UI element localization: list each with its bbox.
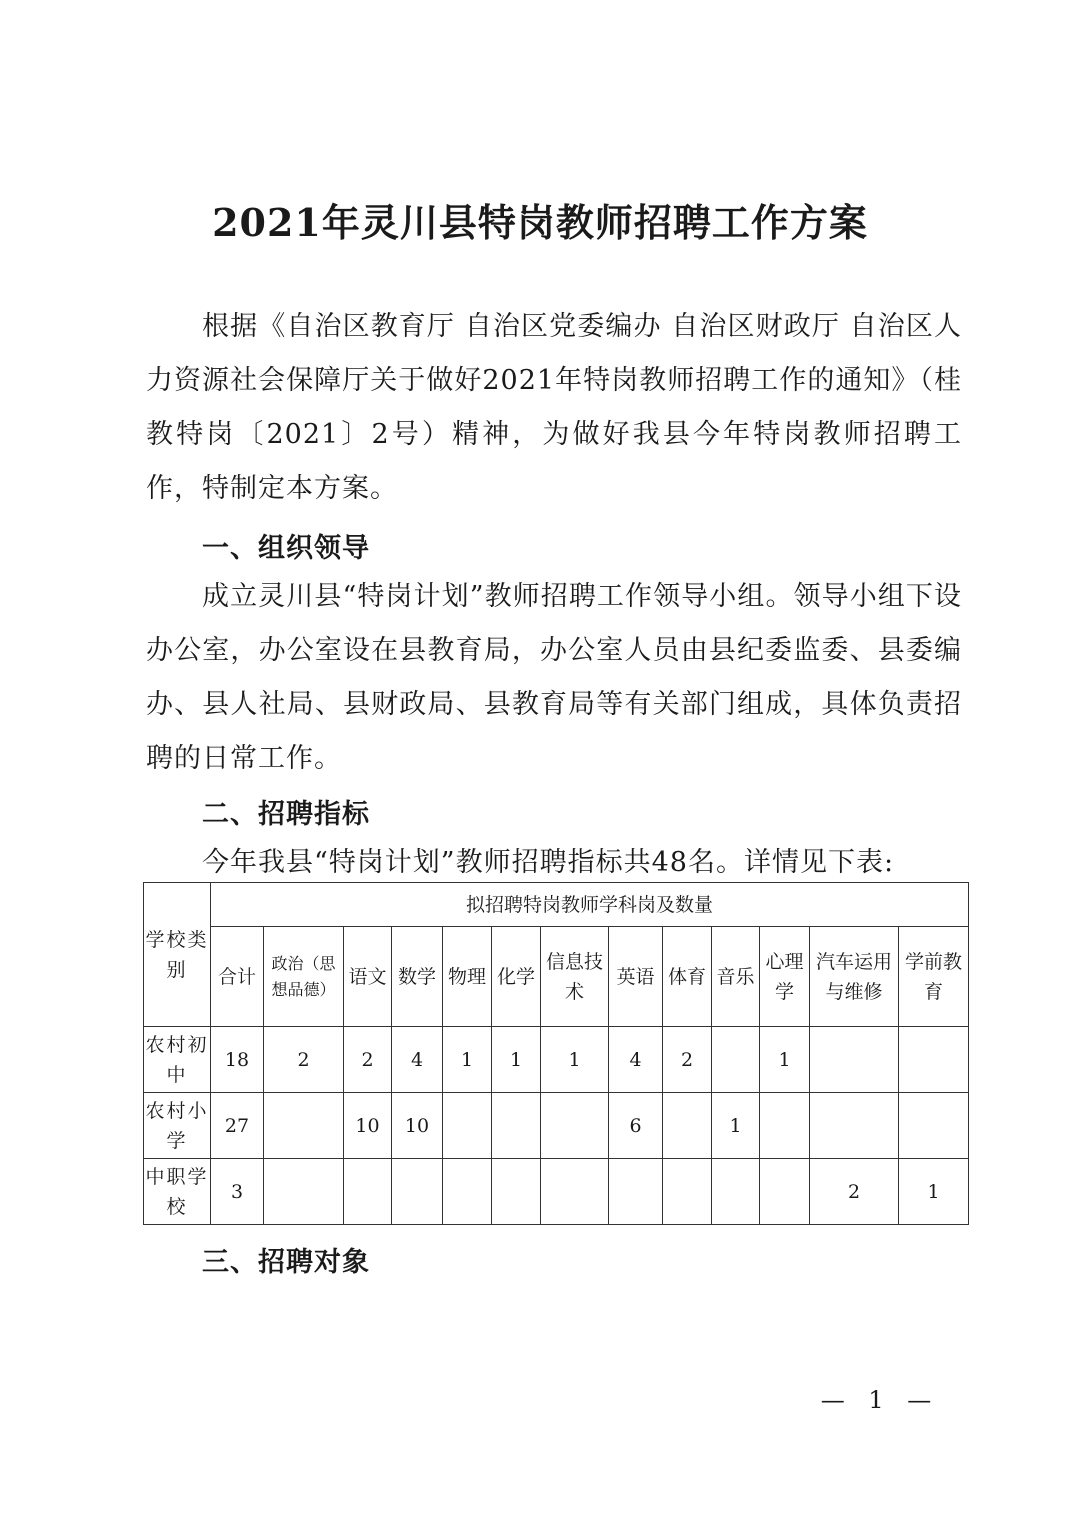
table-cell: 10 — [392, 1093, 443, 1159]
table-cell: 4 — [609, 1027, 663, 1093]
table-cell: 2 — [810, 1159, 899, 1225]
document-title: 2021年灵川县特岗教师招聘工作方案 — [212, 200, 868, 245]
table-cell: 10 — [344, 1093, 392, 1159]
table-cell — [541, 1159, 609, 1225]
table-cell — [443, 1159, 492, 1225]
table-cell: 1 — [899, 1159, 969, 1225]
column-header: 学前教育 — [899, 927, 969, 1027]
column-header: 信息技术 — [541, 927, 609, 1027]
row-category: 农村小学 — [144, 1093, 211, 1159]
column-header: 音乐 — [712, 927, 760, 1027]
table-cell: 1 — [443, 1027, 492, 1093]
table-row — [144, 1093, 969, 1159]
table-cell — [344, 1159, 392, 1225]
column-header: 化学 — [492, 927, 541, 1027]
table-cell: 18 — [211, 1027, 264, 1093]
table-cell: 2 — [264, 1027, 344, 1093]
intro-paragraph: 根据《自治区教育厅 自治区党委编办 自治区财政厅 自治区人力资源社会保障厅关于做好2021年特岗教师招聘工作的通知》（桂教特岗〔2021〕2号）精神，为做好我县今年特岗教师招聘工作，特制定本方案。 — [146, 311, 962, 504]
table-group-header-row — [144, 883, 969, 927]
table-cell: 2 — [663, 1027, 712, 1093]
row-header-label: 学校类别 — [144, 883, 211, 1027]
table-cell: 2 — [344, 1027, 392, 1093]
table-cell — [609, 1159, 663, 1225]
column-header: 政治（思想品德） — [264, 927, 344, 1027]
table-cell: 1 — [541, 1027, 609, 1093]
table-cell — [663, 1159, 712, 1225]
table-cell — [899, 1027, 969, 1093]
table-cell — [663, 1093, 712, 1159]
table-cell: 1 — [760, 1027, 810, 1093]
table-cell — [541, 1093, 609, 1159]
table-cell — [392, 1159, 443, 1225]
table-cell — [760, 1093, 810, 1159]
table-row — [144, 1027, 969, 1093]
table-cell: 4 — [392, 1027, 443, 1093]
table-cell — [264, 1159, 344, 1225]
column-header: 物理 — [443, 927, 492, 1027]
page-number: — 1 — — [820, 1386, 940, 1414]
section-heading-organization: 一、组织领导 — [202, 533, 370, 564]
row-category: 农村初中 — [144, 1027, 211, 1093]
organization-paragraph: 成立灵川县“特岗计划”教师招聘工作领导小组。领导小组下设办公室，办公室设在县教育局，办公室人员由县纪委监委、县委编办、县人社局、县财政局、县教育局等有关部门组成，具体负责招聘的日常工作。 — [146, 581, 962, 774]
section-heading-candidates: 三、招聘对象 — [202, 1247, 370, 1278]
table-cell — [810, 1093, 899, 1159]
table-cell: 6 — [609, 1093, 663, 1159]
column-header: 心理学 — [760, 927, 810, 1027]
table-cell — [712, 1027, 760, 1093]
table-cell: 1 — [712, 1093, 760, 1159]
column-header: 语文 — [344, 927, 392, 1027]
table-cell — [264, 1093, 344, 1159]
column-header: 合计 — [211, 927, 264, 1027]
table-cell: 3 — [211, 1159, 264, 1225]
table-cell — [712, 1159, 760, 1225]
table-cell — [443, 1093, 492, 1159]
table-cell — [492, 1093, 541, 1159]
column-header: 汽车运用与维修 — [810, 927, 899, 1027]
table-cell: 1 — [492, 1027, 541, 1093]
column-header: 英语 — [609, 927, 663, 1027]
column-header: 体育 — [663, 927, 712, 1027]
table-group-header: 拟招聘特岗教师学科岗及数量 — [211, 883, 969, 927]
row-category: 中职学校 — [144, 1159, 211, 1225]
table-row — [144, 1159, 969, 1225]
table-cell — [760, 1159, 810, 1225]
quota-paragraph: 今年我县“特岗计划”教师招聘指标共48名。详情见下表: — [202, 847, 895, 878]
table-cell — [492, 1159, 541, 1225]
table-cell: 27 — [211, 1093, 264, 1159]
recruitment-table — [143, 882, 969, 1225]
table-cell — [810, 1027, 899, 1093]
column-header: 数学 — [392, 927, 443, 1027]
table-column-header-row — [144, 927, 969, 1027]
table-cell — [899, 1093, 969, 1159]
section-heading-quota: 二、招聘指标 — [202, 799, 370, 830]
